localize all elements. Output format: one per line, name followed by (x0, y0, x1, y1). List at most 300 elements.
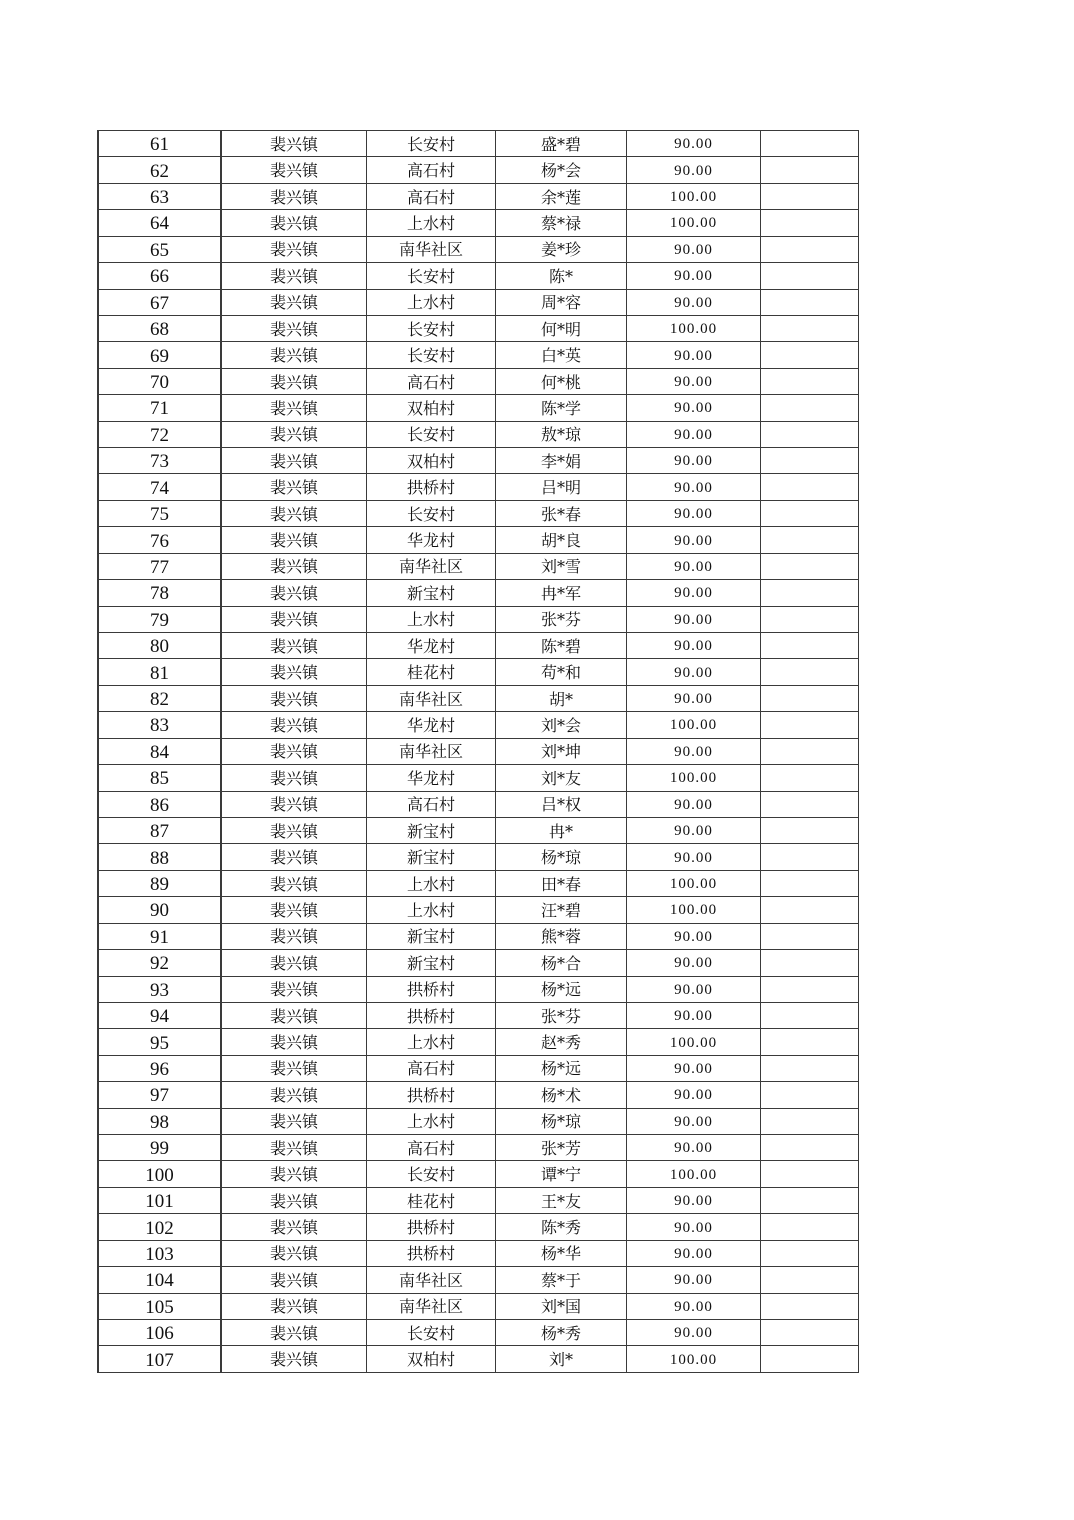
blank-cell (761, 1294, 859, 1319)
table-row (99, 1267, 859, 1293)
village-cell: 拱桥村 (367, 1003, 496, 1028)
village-cell: 拱桥村 (367, 977, 496, 1002)
town-cell: 裴兴镇 (222, 290, 367, 315)
village-cell: 高石村 (367, 792, 496, 817)
town-cell: 裴兴镇 (222, 1161, 367, 1186)
village-cell: 上水村 (367, 871, 496, 896)
town-cell: 裴兴镇 (222, 157, 367, 182)
table-row (99, 950, 859, 976)
town-cell: 裴兴镇 (222, 659, 367, 684)
row-number-cell: 64 (99, 210, 222, 235)
table-row (99, 1109, 859, 1135)
town-cell: 裴兴镇 (222, 237, 367, 262)
table-row (99, 924, 859, 950)
row-number-cell: 91 (99, 924, 222, 949)
row-number-cell: 76 (99, 527, 222, 552)
town-cell: 裴兴镇 (222, 1241, 367, 1266)
table-row (99, 263, 859, 289)
town-cell: 裴兴镇 (222, 686, 367, 711)
blank-cell (761, 765, 859, 790)
row-number-cell: 82 (99, 686, 222, 711)
table-row (99, 422, 859, 448)
table-row (99, 1214, 859, 1240)
village-cell: 华龙村 (367, 712, 496, 737)
amount-cell: 90.00 (627, 342, 761, 367)
row-number-cell: 63 (99, 184, 222, 209)
name-cell: 陈* (496, 263, 627, 288)
blank-cell (761, 924, 859, 949)
table-row (99, 448, 859, 474)
name-cell: 余*莲 (496, 184, 627, 209)
village-cell: 上水村 (367, 897, 496, 922)
village-cell: 长安村 (367, 1320, 496, 1345)
name-cell: 杨*远 (496, 1056, 627, 1081)
town-cell: 裴兴镇 (222, 792, 367, 817)
amount-cell: 90.00 (627, 1320, 761, 1345)
row-number-cell: 90 (99, 897, 222, 922)
name-cell: 陈*秀 (496, 1214, 627, 1239)
row-number-cell: 100 (99, 1161, 222, 1186)
town-cell: 裴兴镇 (222, 1109, 367, 1134)
name-cell: 王*友 (496, 1188, 627, 1213)
town-cell: 裴兴镇 (222, 739, 367, 764)
amount-cell: 90.00 (627, 1109, 761, 1134)
blank-cell (761, 844, 859, 869)
amount-cell: 90.00 (627, 1056, 761, 1081)
row-number-cell: 84 (99, 739, 222, 764)
town-cell: 裴兴镇 (222, 501, 367, 526)
town-cell: 裴兴镇 (222, 1003, 367, 1028)
village-cell: 长安村 (367, 131, 496, 156)
row-number-cell: 96 (99, 1056, 222, 1081)
amount-cell: 100.00 (627, 871, 761, 896)
blank-cell (761, 1188, 859, 1213)
amount-cell: 100.00 (627, 1346, 761, 1371)
village-cell: 双柏村 (367, 448, 496, 473)
village-cell: 高石村 (367, 369, 496, 394)
row-number-cell: 89 (99, 871, 222, 896)
name-cell: 熊*蓉 (496, 924, 627, 949)
amount-cell: 90.00 (627, 950, 761, 975)
table-row (99, 1161, 859, 1187)
town-cell: 裴兴镇 (222, 554, 367, 579)
amount-cell: 90.00 (627, 792, 761, 817)
table-row (99, 1294, 859, 1320)
amount-cell: 90.00 (627, 607, 761, 632)
name-cell: 刘*会 (496, 712, 627, 737)
table-row (99, 580, 859, 606)
blank-cell (761, 184, 859, 209)
row-number-cell: 85 (99, 765, 222, 790)
village-cell: 华龙村 (367, 765, 496, 790)
village-cell: 上水村 (367, 1109, 496, 1134)
amount-cell: 100.00 (627, 897, 761, 922)
village-cell: 南华社区 (367, 237, 496, 262)
amount-cell: 90.00 (627, 739, 761, 764)
row-number-cell: 97 (99, 1082, 222, 1107)
row-number-cell: 107 (99, 1346, 222, 1371)
table-row (99, 237, 859, 263)
table-row (99, 1346, 859, 1372)
blank-cell (761, 580, 859, 605)
amount-cell: 100.00 (627, 210, 761, 235)
amount-cell: 90.00 (627, 659, 761, 684)
row-number-cell: 86 (99, 792, 222, 817)
amount-cell: 90.00 (627, 527, 761, 552)
town-cell: 裴兴镇 (222, 131, 367, 156)
town-cell: 裴兴镇 (222, 422, 367, 447)
village-cell: 新宝村 (367, 950, 496, 975)
table-row (99, 395, 859, 421)
row-number-cell: 105 (99, 1294, 222, 1319)
town-cell: 裴兴镇 (222, 1346, 367, 1371)
name-cell: 盛*碧 (496, 131, 627, 156)
amount-cell: 90.00 (627, 263, 761, 288)
name-cell: 冉* (496, 818, 627, 843)
name-cell: 蔡*禄 (496, 210, 627, 235)
village-cell: 拱桥村 (367, 1082, 496, 1107)
name-cell: 刘*雪 (496, 554, 627, 579)
name-cell: 陈*学 (496, 395, 627, 420)
town-cell: 裴兴镇 (222, 897, 367, 922)
amount-cell: 100.00 (627, 1029, 761, 1054)
blank-cell (761, 792, 859, 817)
village-cell: 双柏村 (367, 395, 496, 420)
blank-cell (761, 474, 859, 499)
row-number-cell: 101 (99, 1188, 222, 1213)
blank-cell (761, 316, 859, 341)
table-row (99, 1241, 859, 1267)
blank-cell (761, 977, 859, 1002)
village-cell: 新宝村 (367, 924, 496, 949)
village-cell: 拱桥村 (367, 1241, 496, 1266)
amount-cell: 90.00 (627, 686, 761, 711)
name-cell: 白*英 (496, 342, 627, 367)
name-cell: 杨*会 (496, 157, 627, 182)
table-row (99, 342, 859, 368)
village-cell: 南华社区 (367, 1294, 496, 1319)
town-cell: 裴兴镇 (222, 1056, 367, 1081)
amount-cell: 90.00 (627, 977, 761, 1002)
row-number-cell: 103 (99, 1241, 222, 1266)
blank-cell (761, 1267, 859, 1292)
row-number-cell: 94 (99, 1003, 222, 1028)
table-row (99, 554, 859, 580)
town-cell: 裴兴镇 (222, 950, 367, 975)
amount-cell: 90.00 (627, 1267, 761, 1292)
name-cell: 刘*坤 (496, 739, 627, 764)
town-cell: 裴兴镇 (222, 924, 367, 949)
row-number-cell: 93 (99, 977, 222, 1002)
village-cell: 华龙村 (367, 527, 496, 552)
table-row (99, 474, 859, 500)
town-cell: 裴兴镇 (222, 580, 367, 605)
table-row (99, 501, 859, 527)
table-row (99, 739, 859, 765)
village-cell: 长安村 (367, 316, 496, 341)
name-cell: 张*芳 (496, 1135, 627, 1160)
village-cell: 桂花村 (367, 659, 496, 684)
amount-cell: 100.00 (627, 316, 761, 341)
village-cell: 上水村 (367, 1029, 496, 1054)
name-cell: 杨*琼 (496, 1109, 627, 1134)
row-number-cell: 78 (99, 580, 222, 605)
town-cell: 裴兴镇 (222, 607, 367, 632)
village-cell: 双柏村 (367, 1346, 496, 1371)
table-row (99, 844, 859, 870)
name-cell: 杨*秀 (496, 1320, 627, 1345)
village-cell: 高石村 (367, 157, 496, 182)
town-cell: 裴兴镇 (222, 844, 367, 869)
name-cell: 胡*良 (496, 527, 627, 552)
row-number-cell: 62 (99, 157, 222, 182)
name-cell: 何*桃 (496, 369, 627, 394)
row-number-cell: 88 (99, 844, 222, 869)
blank-cell (761, 1003, 859, 1028)
name-cell: 张*芬 (496, 607, 627, 632)
town-cell: 裴兴镇 (222, 316, 367, 341)
table-row (99, 527, 859, 553)
row-number-cell: 66 (99, 263, 222, 288)
row-number-cell: 69 (99, 342, 222, 367)
name-cell: 刘*友 (496, 765, 627, 790)
blank-cell (761, 554, 859, 579)
blank-cell (761, 395, 859, 420)
village-cell: 上水村 (367, 607, 496, 632)
village-cell: 长安村 (367, 1161, 496, 1186)
row-number-cell: 83 (99, 712, 222, 737)
amount-cell: 90.00 (627, 369, 761, 394)
amount-cell: 90.00 (627, 924, 761, 949)
amount-cell: 90.00 (627, 1294, 761, 1319)
row-number-cell: 67 (99, 290, 222, 315)
amount-cell: 100.00 (627, 765, 761, 790)
table-row (99, 818, 859, 844)
town-cell: 裴兴镇 (222, 1214, 367, 1239)
table-row (99, 157, 859, 183)
table-row (99, 316, 859, 342)
blank-cell (761, 897, 859, 922)
name-cell: 冉*军 (496, 580, 627, 605)
row-number-cell: 95 (99, 1029, 222, 1054)
name-cell: 周*容 (496, 290, 627, 315)
blank-cell (761, 422, 859, 447)
table-row (99, 1029, 859, 1055)
town-cell: 裴兴镇 (222, 633, 367, 658)
amount-cell: 100.00 (627, 184, 761, 209)
blank-cell (761, 871, 859, 896)
amount-cell: 90.00 (627, 501, 761, 526)
village-cell: 长安村 (367, 263, 496, 288)
name-cell: 吕*明 (496, 474, 627, 499)
row-number-cell: 79 (99, 607, 222, 632)
data-table (97, 130, 859, 1373)
blank-cell (761, 1161, 859, 1186)
amount-cell: 90.00 (627, 1082, 761, 1107)
name-cell: 杨*琼 (496, 844, 627, 869)
table-row (99, 131, 859, 157)
table-row (99, 184, 859, 210)
town-cell: 裴兴镇 (222, 977, 367, 1002)
blank-cell (761, 1346, 859, 1371)
amount-cell: 90.00 (627, 448, 761, 473)
row-number-cell: 75 (99, 501, 222, 526)
blank-cell (761, 607, 859, 632)
amount-cell: 100.00 (627, 712, 761, 737)
table-row (99, 897, 859, 923)
blank-cell (761, 1135, 859, 1160)
row-number-cell: 68 (99, 316, 222, 341)
blank-cell (761, 686, 859, 711)
table-row (99, 686, 859, 712)
town-cell: 裴兴镇 (222, 712, 367, 737)
row-number-cell: 65 (99, 237, 222, 262)
blank-cell (761, 950, 859, 975)
town-cell: 裴兴镇 (222, 448, 367, 473)
row-number-cell: 104 (99, 1267, 222, 1292)
name-cell: 敖*琼 (496, 422, 627, 447)
amount-cell: 90.00 (627, 1241, 761, 1266)
village-cell: 高石村 (367, 184, 496, 209)
village-cell: 长安村 (367, 342, 496, 367)
village-cell: 南华社区 (367, 1267, 496, 1292)
blank-cell (761, 1029, 859, 1054)
table-row (99, 659, 859, 685)
row-number-cell: 77 (99, 554, 222, 579)
table-row (99, 792, 859, 818)
table-row (99, 290, 859, 316)
town-cell: 裴兴镇 (222, 184, 367, 209)
village-cell: 高石村 (367, 1056, 496, 1081)
town-cell: 裴兴镇 (222, 765, 367, 790)
blank-cell (761, 1320, 859, 1345)
village-cell: 南华社区 (367, 554, 496, 579)
town-cell: 裴兴镇 (222, 1267, 367, 1292)
table-row (99, 210, 859, 236)
table-row (99, 977, 859, 1003)
name-cell: 杨*远 (496, 977, 627, 1002)
blank-cell (761, 712, 859, 737)
name-cell: 刘*国 (496, 1294, 627, 1319)
town-cell: 裴兴镇 (222, 871, 367, 896)
table-row (99, 765, 859, 791)
village-cell: 上水村 (367, 290, 496, 315)
row-number-cell: 73 (99, 448, 222, 473)
town-cell: 裴兴镇 (222, 1294, 367, 1319)
row-number-cell: 70 (99, 369, 222, 394)
row-number-cell: 61 (99, 131, 222, 156)
village-cell: 桂花村 (367, 1188, 496, 1213)
name-cell: 陈*碧 (496, 633, 627, 658)
name-cell: 姜*珍 (496, 237, 627, 262)
village-cell: 拱桥村 (367, 1214, 496, 1239)
town-cell: 裴兴镇 (222, 263, 367, 288)
village-cell: 新宝村 (367, 844, 496, 869)
town-cell: 裴兴镇 (222, 1188, 367, 1213)
town-cell: 裴兴镇 (222, 1135, 367, 1160)
town-cell: 裴兴镇 (222, 395, 367, 420)
blank-cell (761, 1214, 859, 1239)
row-number-cell: 72 (99, 422, 222, 447)
table-row (99, 1056, 859, 1082)
name-cell: 谭*宁 (496, 1161, 627, 1186)
name-cell: 杨*华 (496, 1241, 627, 1266)
table-row (99, 633, 859, 659)
town-cell: 裴兴镇 (222, 369, 367, 394)
town-cell: 裴兴镇 (222, 1082, 367, 1107)
amount-cell: 90.00 (627, 1003, 761, 1028)
row-number-cell: 99 (99, 1135, 222, 1160)
row-number-cell: 87 (99, 818, 222, 843)
name-cell: 田*春 (496, 871, 627, 896)
name-cell: 刘* (496, 1346, 627, 1371)
blank-cell (761, 527, 859, 552)
name-cell: 苟*和 (496, 659, 627, 684)
row-number-cell: 74 (99, 474, 222, 499)
village-cell: 新宝村 (367, 818, 496, 843)
table-row (99, 1135, 859, 1161)
name-cell: 赵*秀 (496, 1029, 627, 1054)
amount-cell: 90.00 (627, 844, 761, 869)
amount-cell: 90.00 (627, 474, 761, 499)
town-cell: 裴兴镇 (222, 527, 367, 552)
amount-cell: 90.00 (627, 818, 761, 843)
amount-cell: 90.00 (627, 237, 761, 262)
town-cell: 裴兴镇 (222, 474, 367, 499)
town-cell: 裴兴镇 (222, 1029, 367, 1054)
row-number-cell: 71 (99, 395, 222, 420)
blank-cell (761, 210, 859, 235)
amount-cell: 90.00 (627, 554, 761, 579)
blank-cell (761, 369, 859, 394)
blank-cell (761, 1241, 859, 1266)
name-cell: 胡* (496, 686, 627, 711)
village-cell: 华龙村 (367, 633, 496, 658)
name-cell: 蔡*于 (496, 1267, 627, 1292)
blank-cell (761, 818, 859, 843)
village-cell: 上水村 (367, 210, 496, 235)
amount-cell: 90.00 (627, 157, 761, 182)
row-number-cell: 106 (99, 1320, 222, 1345)
name-cell: 何*明 (496, 316, 627, 341)
name-cell: 李*娟 (496, 448, 627, 473)
blank-cell (761, 131, 859, 156)
row-number-cell: 80 (99, 633, 222, 658)
amount-cell: 90.00 (627, 290, 761, 315)
town-cell: 裴兴镇 (222, 1320, 367, 1345)
amount-cell: 90.00 (627, 1135, 761, 1160)
amount-cell: 90.00 (627, 1214, 761, 1239)
table-row (99, 1082, 859, 1108)
village-cell: 长安村 (367, 422, 496, 447)
blank-cell (761, 1109, 859, 1134)
blank-cell (761, 157, 859, 182)
town-cell: 裴兴镇 (222, 342, 367, 367)
table-row (99, 1320, 859, 1346)
table-row (99, 369, 859, 395)
town-cell: 裴兴镇 (222, 818, 367, 843)
blank-cell (761, 739, 859, 764)
name-cell: 张*春 (496, 501, 627, 526)
amount-cell: 90.00 (627, 422, 761, 447)
blank-cell (761, 1056, 859, 1081)
blank-cell (761, 342, 859, 367)
amount-cell: 100.00 (627, 1161, 761, 1186)
table-row (99, 1188, 859, 1214)
amount-cell: 90.00 (627, 633, 761, 658)
blank-cell (761, 633, 859, 658)
blank-cell (761, 290, 859, 315)
